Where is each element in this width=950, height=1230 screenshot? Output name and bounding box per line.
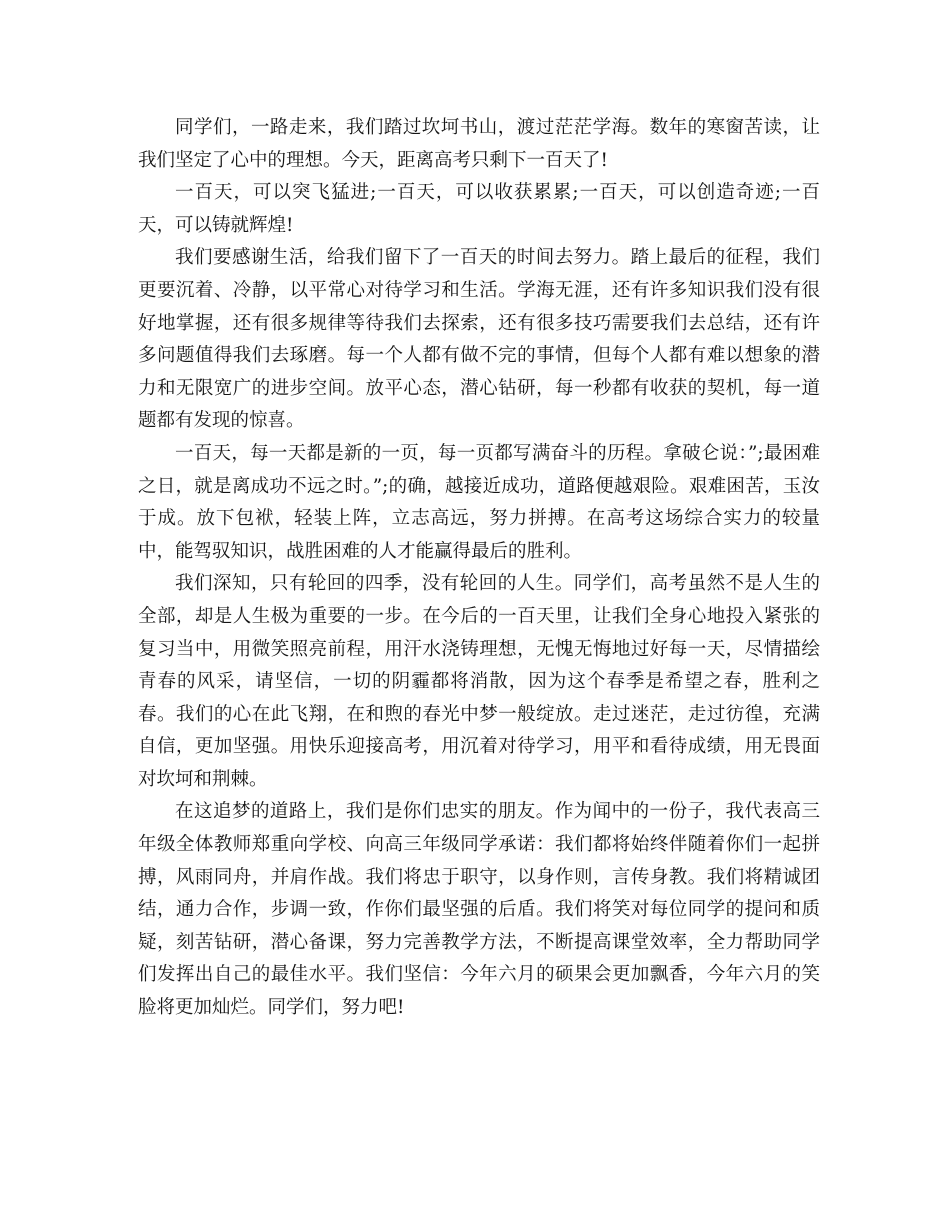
paragraph: 一百天，可以突飞猛进;一百天，可以收获累累;一百天，可以创造奇迹;一百天，可以铸就辉煌!: [138, 182, 820, 236]
paragraph: 一百天，每一天都是新的一页，每一页都写满奋斗的历程。拿破仑说：”;最困难之日，就是离成功不远之时。”;的确，越接近成功，道路便越艰险。艰难困苦，玉汝于成。放下包袱，轻装上阵，立志高远，努力拼搏。在高考这场综合实力的较量中，能驾驭知识，战胜困难的人才能赢得最后的胜利。: [138, 442, 820, 562]
paragraph: 同学们，一路走来，我们踏过坎坷书山，渡过茫茫学海。数年的寒窗苦读，让我们坚定了心中的理想。今天，距离高考只剩下一百天了!: [138, 117, 820, 171]
document-body: [138, 112, 820, 1025]
paragraph: 在这追梦的道路上，我们是你们忠实的朋友。作为闻中的一份子，我代表高三年级全体教师郑重向学校、向高三年级同学承诺：我们都将始终伴随着你们一起拼搏，风雨同舟，并肩作战。我们将忠于职守，以身作则，言传身教。我们将精诚团结，通力合作，步调一致，作你们最坚强的后盾。我们将笑对每位同学的提问和质疑，刻苦钻研，潜心备课，努力完善教学方法，不断提高课堂效率，全力帮助同学们发挥出自己的最佳水平。我们坚信：今年六月的硕果会更加飘香，今年六月的笑脸将更加灿烂。同学们，努力吧!: [138, 801, 820, 1019]
paragraph: 我们要感谢生活，给我们留下了一百天的时间去努力。踏上最后的征程，我们更要沉着、冷静，以平常心对待学习和生活。学海无涯，还有许多知识我们没有很好地掌握，还有很多规律等待我们去探索，还有很多技巧需要我们去总结，还有许多问题值得我们去琢磨。每一个人都有做不完的事情，但每个人都有难以想象的潜力和无限宽广的进步空间。放平心态，潜心钻研，每一秒都有收获的契机，每一道题都有发现的惊喜。: [138, 247, 820, 432]
paragraph: 我们深知，只有轮回的四季，没有轮回的人生。同学们，高考虽然不是人生的全部，却是人生极为重要的一步。在今后的一百天里，让我们全身心地投入紧张的复习当中，用微笑照亮前程，用汗水浇铸理想，无愧无悔地过好每一天，尽情描绘青春的风采，请坚信，一切的阴霾都将消散，因为这个春季是希望之春，胜利之春。我们的心在此飞翔，在和煦的春光中梦一般绽放。走过迷茫，走过彷徨，充满自信，更加坚强。用快乐迎接高考，用沉着对待学习，用平和看待成绩，用无畏面对坎坷和荆棘。: [138, 573, 820, 790]
